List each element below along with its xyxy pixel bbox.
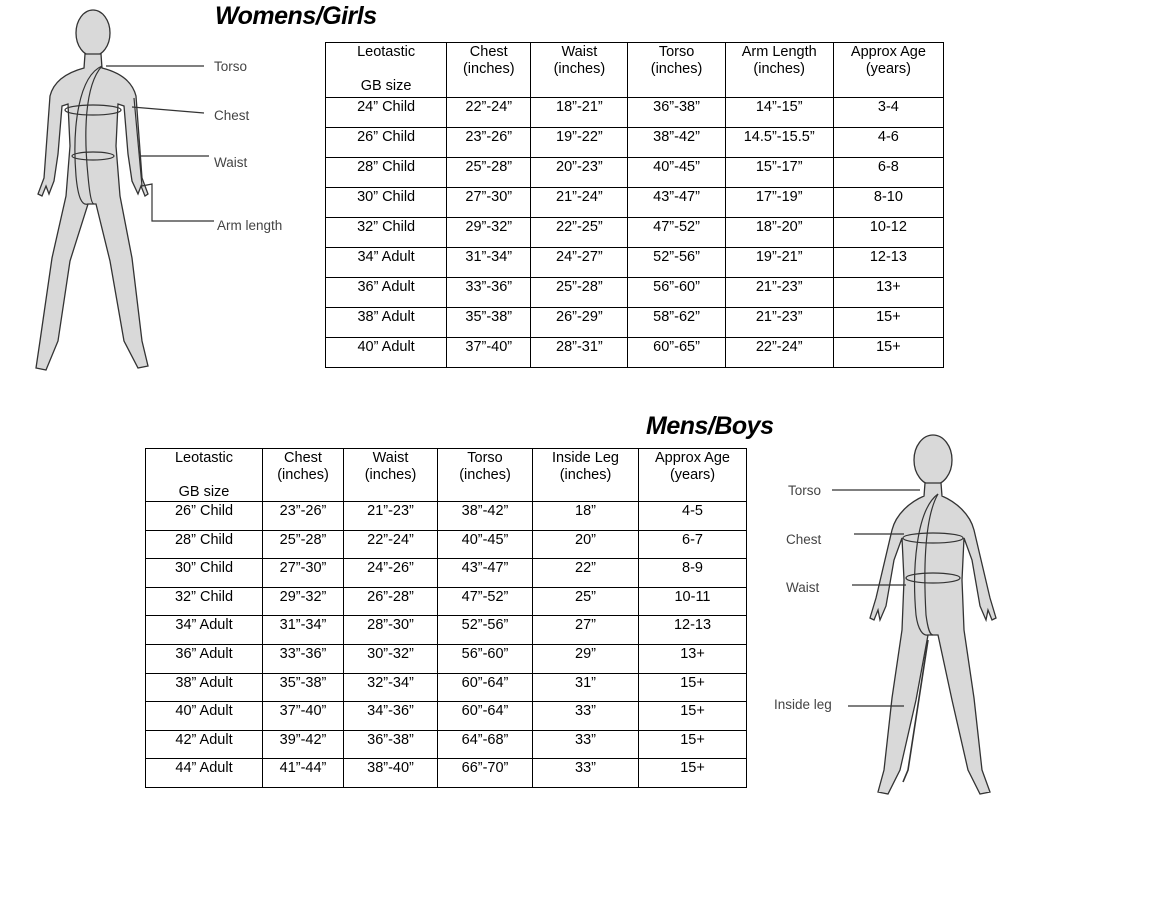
table-row <box>146 759 747 788</box>
table-row <box>326 158 944 188</box>
column-header-line: Leotastic <box>174 450 234 466</box>
mens-label-waist: Waist <box>786 580 820 595</box>
table-cell: 44” Adult <box>146 759 263 788</box>
table-cell: 33” <box>533 759 639 788</box>
table-cell: 34” Adult <box>326 248 447 278</box>
table-cell: 22”-25” <box>531 218 628 248</box>
column-header-line <box>344 484 437 501</box>
table-cell: 38” Adult <box>326 308 447 338</box>
table-row <box>146 644 747 673</box>
table-cell: 47”-52” <box>628 218 725 248</box>
column-header-line: (years) <box>865 61 911 77</box>
table-cell: 12-13 <box>833 248 943 278</box>
table-cell: 26” Child <box>146 502 263 531</box>
table-cell: 12-13 <box>639 616 747 645</box>
column-header-line: Approx Age <box>655 450 730 466</box>
table-cell: 19”-22” <box>531 128 628 158</box>
table-cell: 25”-28” <box>531 278 628 308</box>
table-cell: 32”-34” <box>344 673 438 702</box>
table-cell: 28”-31” <box>531 338 628 368</box>
column-header-line <box>628 78 724 95</box>
column-header-line <box>639 484 746 501</box>
column-header-line <box>533 484 638 501</box>
column-header-line: Chest <box>469 44 508 60</box>
column-header-line: (inches) <box>364 467 417 483</box>
table-cell: 27”-30” <box>447 188 531 218</box>
table-cell: 26”-29” <box>531 308 628 338</box>
table-row <box>146 559 747 588</box>
column-header <box>725 43 833 98</box>
table-cell: 27” <box>533 616 639 645</box>
table-row <box>146 502 747 531</box>
table-cell: 36” Adult <box>146 644 263 673</box>
column-header-line: (inches) <box>462 61 515 77</box>
column-header-line: Torso <box>658 44 695 60</box>
table-cell: 33”-36” <box>263 644 344 673</box>
table-cell: 26”-28” <box>344 587 438 616</box>
table-cell: 38”-42” <box>438 502 533 531</box>
table-cell: 43”-47” <box>628 188 725 218</box>
column-header <box>533 449 639 502</box>
column-header-line: (inches) <box>753 61 805 77</box>
table-cell: 15”-17” <box>725 158 833 188</box>
table-cell: 40”-45” <box>628 158 725 188</box>
table-cell: 60”-64” <box>438 673 533 702</box>
table-cell: 35”-38” <box>263 673 344 702</box>
table-cell: 21”-23” <box>725 308 833 338</box>
column-header-line <box>726 78 833 95</box>
table-cell: 21”-23” <box>344 502 438 531</box>
table-cell: 28”-30” <box>344 616 438 645</box>
column-header <box>628 43 725 98</box>
table-cell: 15+ <box>639 702 747 731</box>
table-cell: 34” Adult <box>146 616 263 645</box>
table-row <box>326 128 944 158</box>
column-header-line: (inches) <box>553 61 606 77</box>
table-cell: 42” Adult <box>146 730 263 759</box>
table-cell: 64”-68” <box>438 730 533 759</box>
table-cell: 8-10 <box>833 188 943 218</box>
table-cell: 4-6 <box>833 128 943 158</box>
womens-label-chest: Chest <box>214 108 250 123</box>
table-cell: 20” <box>533 530 639 559</box>
table-cell: 10-12 <box>833 218 943 248</box>
table-cell: 15+ <box>833 338 943 368</box>
table-cell: 52”-56” <box>628 248 725 278</box>
table-cell: 43”-47” <box>438 559 533 588</box>
column-header <box>263 449 344 502</box>
table-cell: 40”-45” <box>438 530 533 559</box>
column-header-line <box>447 78 530 95</box>
table-cell: 22”-24” <box>725 338 833 368</box>
table-cell: 28” Child <box>326 158 447 188</box>
table-cell: 24”-26” <box>344 559 438 588</box>
table-cell: 30” Child <box>146 559 263 588</box>
column-header-line: Arm Length <box>741 44 817 60</box>
womens-section-title: Womens/Girls <box>215 2 377 30</box>
table-cell: 18”-20” <box>725 218 833 248</box>
table-cell: 29”-32” <box>263 587 344 616</box>
table-cell: 13+ <box>639 644 747 673</box>
table-cell: 38”-40” <box>344 759 438 788</box>
table-row <box>146 702 747 731</box>
table-cell: 56”-60” <box>438 644 533 673</box>
table-cell: 8-9 <box>639 559 747 588</box>
table-row <box>146 587 747 616</box>
table-row <box>146 673 747 702</box>
column-header-line: Waist <box>372 450 409 466</box>
table-cell: 29” <box>533 644 639 673</box>
column-header <box>344 449 438 502</box>
table-cell: 15+ <box>639 759 747 788</box>
table-cell: 25” <box>533 587 639 616</box>
table-row <box>146 616 747 645</box>
table-cell: 36”-38” <box>628 98 725 128</box>
table-header-row <box>146 449 747 502</box>
column-header-line <box>531 78 627 95</box>
table-cell: 38” Adult <box>146 673 263 702</box>
table-cell: 66”-70” <box>438 759 533 788</box>
table-cell: 6-7 <box>639 530 747 559</box>
table-cell: 58”-62” <box>628 308 725 338</box>
table-cell: 40” Adult <box>146 702 263 731</box>
table-cell: 20”-23” <box>531 158 628 188</box>
column-header-line: Waist <box>561 44 598 60</box>
table-cell: 33” <box>533 730 639 759</box>
table-row <box>326 308 944 338</box>
column-header-line: (inches) <box>459 467 511 483</box>
column-header-line: (years) <box>669 467 716 483</box>
column-header <box>833 43 943 98</box>
table-cell: 25”-28” <box>263 530 344 559</box>
table-cell: 10-11 <box>639 587 747 616</box>
table-cell: 14”-15” <box>725 98 833 128</box>
column-header-line: Chest <box>284 450 322 466</box>
table-row <box>326 98 944 128</box>
column-header-line <box>146 467 262 484</box>
column-header-line: GB size <box>360 78 412 94</box>
table-header-row <box>326 43 944 98</box>
table-row <box>146 730 747 759</box>
column-header-line <box>263 484 343 501</box>
womens-label-torso: Torso <box>214 59 248 74</box>
mens-label-torso: Torso <box>788 483 822 498</box>
column-header-line: (inches) <box>277 467 329 483</box>
column-header <box>326 43 447 98</box>
table-cell: 40” Adult <box>326 338 447 368</box>
table-cell: 21”-24” <box>531 188 628 218</box>
table-cell: 19”-21” <box>725 248 833 278</box>
table-row <box>326 218 944 248</box>
womens-label-waist: Waist <box>214 155 248 170</box>
table-cell: 35”-38” <box>447 308 531 338</box>
column-header-line: GB size <box>178 484 230 500</box>
column-header <box>531 43 628 98</box>
column-header-line: (inches) <box>559 467 612 483</box>
table-cell: 47”-52” <box>438 587 533 616</box>
column-header <box>146 449 263 502</box>
table-cell: 23”-26” <box>263 502 344 531</box>
table-cell: 60”-65” <box>628 338 725 368</box>
table-cell: 15+ <box>833 308 943 338</box>
womens-size-table <box>325 42 944 368</box>
table-cell: 33” <box>533 702 639 731</box>
mens-section-title: Mens/Boys <box>646 412 774 440</box>
table-cell: 27”-30” <box>263 559 344 588</box>
table-cell: 6-8 <box>833 158 943 188</box>
table-cell: 30” Child <box>326 188 447 218</box>
table-cell: 29”-32” <box>447 218 531 248</box>
column-header-line: Approx Age <box>850 44 926 60</box>
table-cell: 30”-32” <box>344 644 438 673</box>
table-cell: 18” <box>533 502 639 531</box>
table-cell: 32” Child <box>146 587 263 616</box>
table-cell: 56”-60” <box>628 278 725 308</box>
table-row <box>326 278 944 308</box>
table-cell: 41”-44” <box>263 759 344 788</box>
womens-body-figure <box>24 6 294 376</box>
table-row <box>326 188 944 218</box>
column-header-line <box>834 78 943 95</box>
table-cell: 21”-23” <box>725 278 833 308</box>
table-cell: 33”-36” <box>447 278 531 308</box>
table-cell: 22” <box>533 559 639 588</box>
table-cell: 23”-26” <box>447 128 531 158</box>
table-cell: 60”-64” <box>438 702 533 731</box>
column-header <box>639 449 747 502</box>
womens-label-arm-length: Arm length <box>217 218 283 233</box>
column-header <box>447 43 531 98</box>
table-cell: 22”-24” <box>447 98 531 128</box>
table-cell: 13+ <box>833 278 943 308</box>
table-cell: 4-5 <box>639 502 747 531</box>
table-cell: 15+ <box>639 673 747 702</box>
column-header-line <box>438 484 532 501</box>
table-row <box>326 248 944 278</box>
table-cell: 39”-42” <box>263 730 344 759</box>
mens-label-chest: Chest <box>786 532 822 547</box>
table-cell: 36” Adult <box>326 278 447 308</box>
mens-body-figure <box>768 430 1008 798</box>
table-cell: 14.5”-15.5” <box>725 128 833 158</box>
table-cell: 36”-38” <box>344 730 438 759</box>
table-cell: 28” Child <box>146 530 263 559</box>
mens-size-table <box>145 448 747 788</box>
table-cell: 24” Child <box>326 98 447 128</box>
table-cell: 25”-28” <box>447 158 531 188</box>
table-cell: 31” <box>533 673 639 702</box>
table-cell: 18”-21” <box>531 98 628 128</box>
table-cell: 32” Child <box>326 218 447 248</box>
table-cell: 31”-34” <box>263 616 344 645</box>
table-cell: 37”-40” <box>447 338 531 368</box>
column-header-line: Leotastic <box>357 44 416 60</box>
table-cell: 34”-36” <box>344 702 438 731</box>
table-cell: 15+ <box>639 730 747 759</box>
mens-label-inside-leg: Inside leg <box>774 697 832 712</box>
table-cell: 26” Child <box>326 128 447 158</box>
column-header <box>438 449 533 502</box>
column-header-line: (inches) <box>650 61 703 77</box>
table-cell: 3-4 <box>833 98 943 128</box>
column-header-line: Torso <box>467 450 503 466</box>
table-cell: 38”-42” <box>628 128 725 158</box>
table-cell: 31”-34” <box>447 248 531 278</box>
table-row <box>326 338 944 368</box>
table-cell: 52”-56” <box>438 616 533 645</box>
column-header-line: Inside Leg <box>552 450 619 466</box>
table-cell: 37”-40” <box>263 702 344 731</box>
table-row <box>146 530 747 559</box>
column-header-line <box>326 61 446 78</box>
table-cell: 17”-19” <box>725 188 833 218</box>
table-cell: 22”-24” <box>344 530 438 559</box>
table-cell: 24”-27” <box>531 248 628 278</box>
